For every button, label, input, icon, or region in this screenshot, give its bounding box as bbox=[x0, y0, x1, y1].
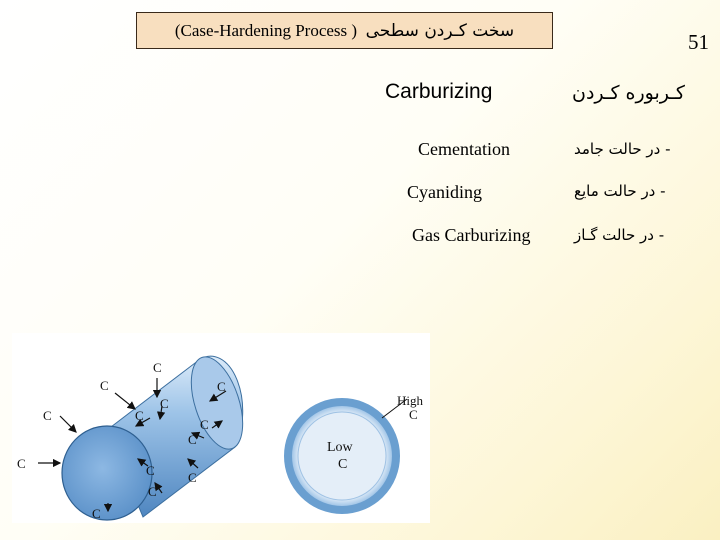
carbon-label: C bbox=[160, 396, 169, 411]
slide-title-box bbox=[136, 12, 553, 49]
carbon-label: C bbox=[148, 484, 157, 499]
carburizing-heading-fa: کـربوره کـردن bbox=[572, 82, 685, 104]
carbon-label: C bbox=[100, 378, 109, 393]
carbon-label: C bbox=[200, 417, 209, 432]
carbon-label: C bbox=[153, 360, 162, 375]
carbon-label: C bbox=[135, 408, 144, 423]
method-cementation-en: Cementation bbox=[418, 139, 510, 159]
low-carbon-label: Low bbox=[327, 440, 353, 455]
page-number: 51 bbox=[688, 30, 709, 54]
high-carbon-label: High bbox=[397, 393, 423, 408]
method-gas-fa: - در حالت گـاز bbox=[574, 226, 665, 244]
carbon-label: C bbox=[217, 379, 226, 394]
carbon-label: C bbox=[188, 470, 197, 485]
carbon-label: C bbox=[92, 506, 101, 521]
method-cyaniding-en: Cyaniding bbox=[407, 182, 482, 202]
high-carbon-symbol: C bbox=[409, 407, 418, 422]
cylinder-diagram bbox=[62, 351, 253, 520]
carbon-label: C bbox=[146, 463, 155, 478]
carburizing-figure bbox=[12, 333, 430, 523]
method-liquid-fa: - در حالت مایع bbox=[574, 182, 666, 200]
method-solid-fa: - در حالت جامد bbox=[574, 140, 671, 158]
slide-title-en: (Case-Hardening Process ) bbox=[174, 20, 358, 40]
cross-section-diagram bbox=[288, 393, 424, 510]
carbon-label: C bbox=[17, 456, 26, 471]
low-carbon-symbol: C bbox=[338, 457, 348, 472]
carbon-label: C bbox=[188, 432, 197, 447]
carburizing-heading-en: Carburizing bbox=[385, 80, 493, 103]
slide-title-fa: سخت کـردن سطحی bbox=[365, 20, 515, 41]
method-gas-carburizing-en: Gas Carburizing bbox=[412, 225, 531, 245]
carbon-label: C bbox=[43, 408, 52, 423]
